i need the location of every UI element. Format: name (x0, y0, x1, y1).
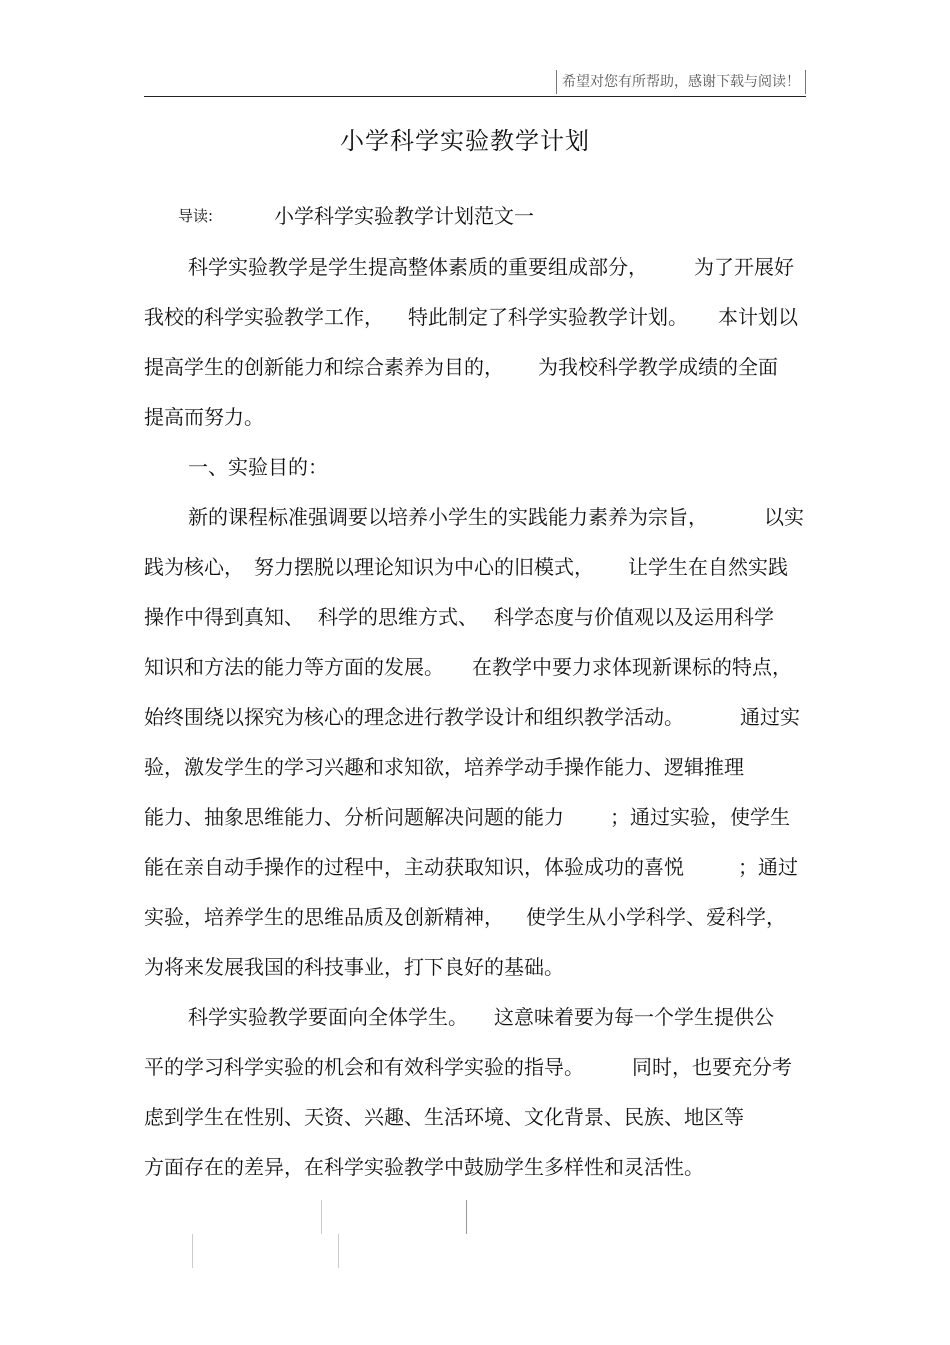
text-line (144, 502, 814, 532)
text-segment: 为我校科学教学成绩的全面 (538, 355, 778, 379)
text-segment: 能在亲自动手操作的过程中，主动获取知识，体验成功的喜悦 (144, 855, 684, 879)
text-segment: 科学实验教学是学生提高整体素质的重要组成部分， (188, 255, 648, 279)
scan-artifact-rule (192, 1234, 193, 1268)
text-segment: 平的学习科学实验的机会和有效科学实验的指导。 (144, 1055, 584, 1079)
text-segment: 本计划以 (718, 305, 798, 329)
scan-artifact-rule (321, 1200, 322, 1234)
text-line (144, 302, 814, 332)
text-line (144, 252, 814, 282)
text-segment: 以实 (764, 505, 804, 529)
text-segment: 虑到学生在性别、天资、兴趣、生活环境、文化背景、民族、地区等 (144, 1105, 744, 1129)
text-segment: 我校的科学实验教学工作， (144, 305, 384, 329)
text-segment: 践为核心， (144, 555, 244, 579)
text-line (144, 852, 814, 882)
text-line (144, 952, 814, 982)
section-heading (144, 452, 814, 482)
text-segment: 提高学生的创新能力和综合素养为目的， (144, 355, 504, 379)
lead-text: 小学科学实验教学计划范文一 (274, 204, 534, 228)
text-line (144, 902, 814, 932)
text-line (144, 802, 814, 832)
text-segment: 为将来发展我国的科技事业，打下良好的基础。 (144, 955, 564, 979)
text-segment: 科学实验教学要面向全体学生。 (188, 1005, 468, 1029)
lead-label: 导读: (178, 207, 214, 225)
lead-line (144, 201, 814, 231)
text-segment: 通过实 (740, 705, 800, 729)
text-segment: 同时，也要充分考 (632, 1055, 792, 1079)
text-segment: 验，激发学生的学习兴趣和求知欲，培养学动手操作能力、逻辑推理 (144, 755, 744, 779)
text-line (144, 352, 814, 382)
text-segment: 让学生在自然实践 (628, 555, 788, 579)
text-segment: 科学的思维方式、 (318, 605, 478, 629)
text-segment: 实验，培养学生的思维品质及创新精神， (144, 905, 504, 929)
text-segment: ；通过 (738, 855, 798, 879)
text-line (144, 752, 814, 782)
text-line (144, 1102, 814, 1132)
text-line (144, 652, 814, 682)
page-title: 小学科学实验教学计划 (340, 127, 590, 155)
text-segment: 新的课程标准强调要以培养小学生的实践能力素养为宗旨， (188, 505, 708, 529)
text-line (144, 602, 814, 632)
text-line (144, 1052, 814, 1082)
text-segment: 提高而努力。 (144, 405, 264, 429)
header-stamp: 希望对您有所帮助，感谢下载与阅读！ (556, 70, 806, 94)
text-segment: 方面存在的差异，在科学实验教学中鼓励学生多样性和灵活性。 (144, 1155, 704, 1179)
text-segment: 努力摆脱以理论知识为中心的旧模式， (254, 555, 594, 579)
section-heading-text: 一、实验目的： (188, 455, 328, 479)
text-segment: 在教学中要力求体现新课标的特点， (472, 655, 792, 679)
header-rule (144, 96, 806, 97)
text-line (144, 552, 814, 582)
text-segment: 为了开展好 (694, 255, 794, 279)
text-segment: 特此制定了科学实验教学计划。 (408, 305, 688, 329)
text-line (144, 1002, 814, 1032)
scan-artifact-rule (338, 1234, 339, 1268)
text-segment: 能力、抽象思维能力、分析问题解决问题的能力 (144, 805, 564, 829)
text-line (144, 702, 814, 732)
text-segment: 操作中得到真知、 (144, 605, 304, 629)
text-segment: 始终围绕以探究为核心的理念进行教学设计和组织教学活动。 (144, 705, 684, 729)
text-line (144, 402, 814, 432)
scan-artifact-rule (466, 1200, 467, 1234)
text-segment: 使学生从小学科学、爱科学， (526, 905, 786, 929)
text-line (144, 1152, 814, 1182)
text-segment: ；通过实验，使学生 (610, 805, 790, 829)
text-segment: 科学态度与价值观以及运用科学 (494, 605, 774, 629)
text-segment: 这意味着要为每一个学生提供公 (494, 1005, 774, 1029)
text-segment: 知识和方法的能力等方面的发展。 (144, 655, 444, 679)
